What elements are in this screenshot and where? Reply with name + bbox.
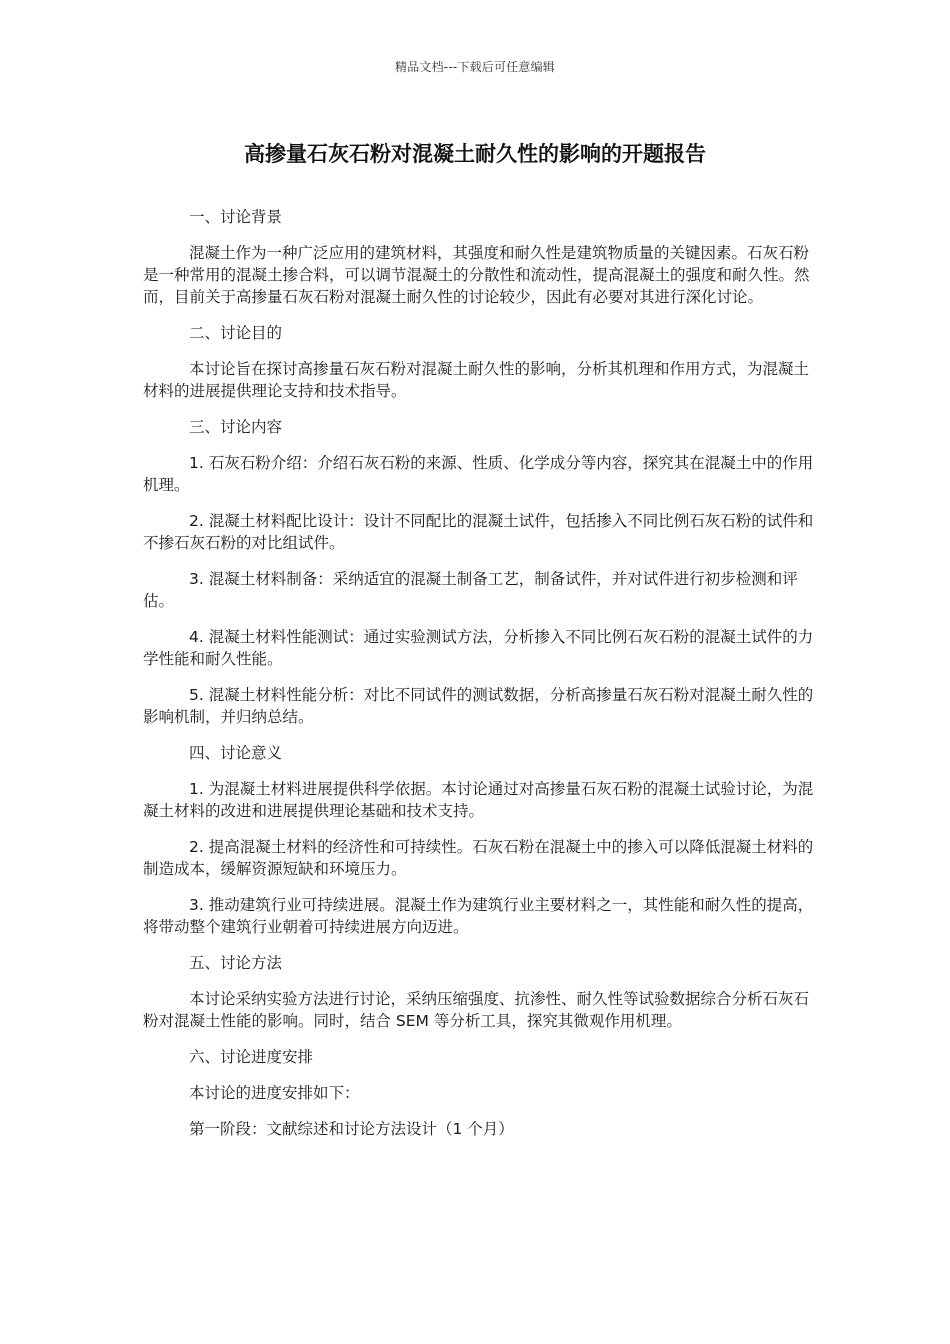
significance-item-1: 1. 为混凝土材料进展提供科学依据。本讨论通过对高掺量石灰石粉的混凝土试验讨论，为混凝土材料的改进和进展提供理论基础和技术支持。 [143, 780, 814, 820]
section-heading-background: 一、讨论背景 [189, 208, 283, 226]
content-item-5: 5. 混凝土材料性能分析：对比不同试件的测试数据，分析高掺量石灰石粉对混凝土耐久性的影响机制，并归纳总结。 [143, 686, 814, 726]
section-heading-significance: 四、讨论意义 [189, 744, 283, 762]
schedule-intro: 本讨论的进度安排如下： [189, 1084, 360, 1102]
document-body [143, 206, 815, 1154]
section-heading-purpose: 二、讨论目的 [189, 324, 283, 342]
background-paragraph: 混凝土作为一种广泛应用的建筑材料，其强度和耐久性是建筑物质量的关键因素。石灰石粉是一种常用的混凝土掺合料，可以调节混凝土的分散性和流动性，提高混凝土的强度和耐久性。然而，目前关于高掺量石灰石粉对混凝土耐久性的讨论较少，因此有必要对其进行深化讨论。 [143, 244, 810, 306]
section-heading-method: 五、讨论方法 [189, 954, 283, 972]
section-heading-content: 三、讨论内容 [189, 418, 283, 436]
content-item-2: 2. 混凝土材料配比设计：设计不同配比的混凝土试件，包括掺入不同比例石灰石粉的试件和不掺石灰石粉的对比组试件。 [143, 512, 814, 552]
content-item-4: 4. 混凝土材料性能测试：通过实验测试方法，分析掺入不同比例石灰石粉的混凝土试件的力学性能和耐久性能。 [143, 628, 814, 668]
significance-item-3: 3. 推动建筑行业可持续进展。混凝土作为建筑行业主要材料之一，其性能和耐久性的提高，将带动整个建筑行业朝着可持续进展方向迈进。 [143, 896, 814, 936]
content-item-3: 3. 混凝土材料制备：采纳适宜的混凝土制备工艺，制备试件，并对试件进行初步检测和评估。 [143, 570, 798, 610]
schedule-stage-1: 第一阶段：文献综述和讨论方法设计（1 个月） [189, 1120, 514, 1138]
header-note: 精品文档---下载后可任意编辑 [395, 60, 555, 74]
section-heading-schedule: 六、讨论进度安排 [189, 1048, 314, 1066]
method-paragraph: 本讨论采纳实验方法进行讨论，采纳压缩强度、抗渗性、耐久性等试验数据综合分析石灰石粉对混凝土性能的影响。同时，结合 SEM 等分析工具，探究其微观作用机理。 [143, 990, 810, 1030]
content-item-1: 1. 石灰石粉介绍：介绍石灰石粉的来源、性质、化学成分等内容，探究其在混凝土中的作用机理。 [143, 454, 814, 494]
document-title: 高掺量石灰石粉对混凝土耐久性的影响的开题报告 [244, 142, 706, 166]
significance-item-2: 2. 提高混凝土材料的经济性和可持续性。石灰石粉在混凝土中的掺入可以降低混凝土材料的制造成本，缓解资源短缺和环境压力。 [143, 838, 814, 878]
purpose-paragraph: 本讨论旨在探讨高掺量石灰石粉对混凝土耐久性的影响，分析其机理和作用方式，为混凝土材料的进展提供理论支持和技术指导。 [143, 360, 810, 400]
